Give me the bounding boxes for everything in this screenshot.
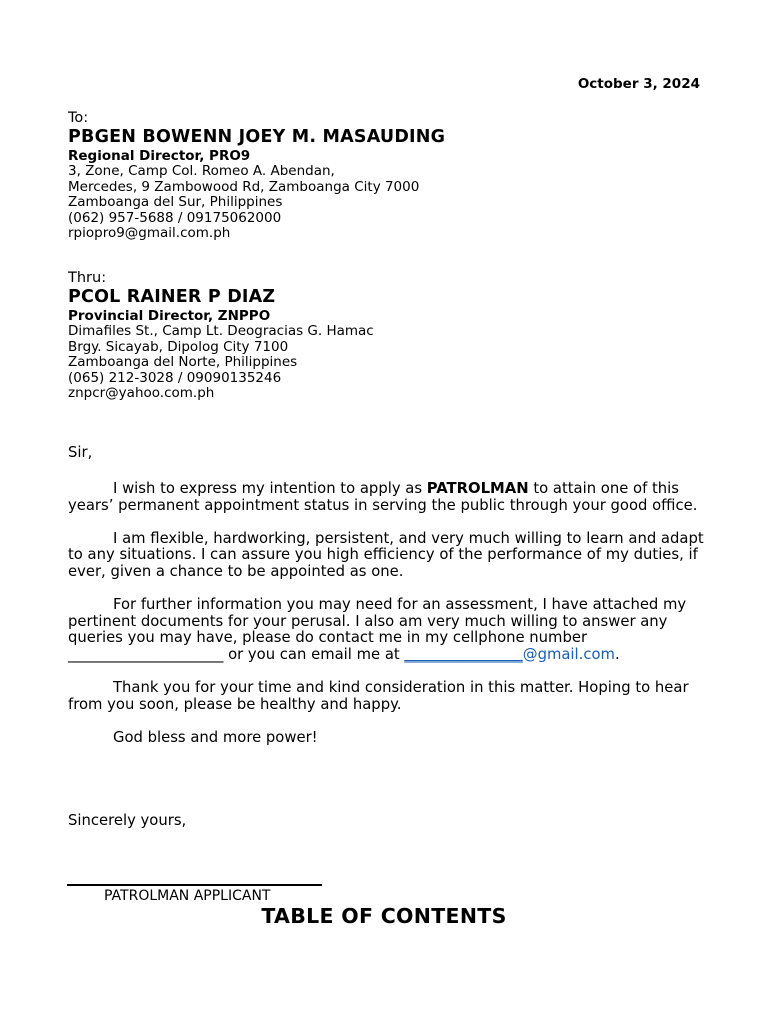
thru-title: Provincial Director, ZNPPO <box>68 308 271 324</box>
paragraph-text: For further information you may need for an assessment, I have attached my pertinent documents for your perusal. I also am very much willing to answer any queries you may have, please do contact me in my cellphone number _____________________ or you can email me at <box>68 596 687 663</box>
thru-label: Thru: <box>68 270 107 286</box>
thru-phone: (065) 212-3028 / 09090135246 <box>68 369 282 386</box>
salutation: Sir, <box>68 444 93 461</box>
table-of-contents-heading: TABLE OF CONTENTS <box>261 904 507 928</box>
closing: Sincerely yours, <box>68 812 187 829</box>
signature-label: PATROLMAN APPLICANT <box>104 888 271 904</box>
paragraph-contact <box>68 597 704 663</box>
letter-body <box>68 481 704 763</box>
recipient-address-line: 3, Zone, Camp Col. Romeo A. Abendan, <box>68 163 335 179</box>
to-label: To: <box>68 110 89 126</box>
paragraph-text: I wish to express my intention to apply as <box>113 480 427 497</box>
thru-address-line: Zamboanga del Norte, Philippines <box>68 354 298 371</box>
recipient-address-line: Zamboanga del Sur, Philippines <box>68 194 283 211</box>
email-link[interactable] <box>404 646 615 663</box>
paragraph-intent <box>68 481 704 514</box>
thru-name: PCOL RAINER P DIAZ <box>68 287 276 307</box>
recipient-address-line: Mercedes, 9 Zambowood Rd, Zamboanga City 7000 <box>68 178 420 195</box>
paragraph-blessing: God bless and more power! <box>113 728 318 746</box>
recipient-block <box>68 110 708 242</box>
recipient-title: Regional Director, PRO9 <box>68 148 251 164</box>
position-applied: PATROLMAN <box>426 480 529 497</box>
email-domain: @gmail.com <box>522 645 615 663</box>
thru-address-line: Brgy. Sicayab, Dipolog City 7100 <box>68 338 289 355</box>
signature-line <box>67 884 322 886</box>
paragraph-thanks: Thank you for your time and kind consideration in this matter. Hoping to hear from you soon, please be healthy and happy. <box>68 679 689 713</box>
recipient-email: rpiopro9@gmail.com.ph <box>68 225 231 242</box>
recipient-name: PBGEN BOWENN JOEY M. MASAUDING <box>68 127 446 147</box>
thru-block <box>68 270 708 402</box>
paragraph-qualities: I am flexible, hardworking, persistent, and very much willing to learn and adapt to any situations. I can assure you high efficiency of the performance of my duties, if ever, given a chance to be appointed as one. <box>68 529 704 580</box>
recipient-phone: (062) 957-5688 / 09175062000 <box>68 209 282 226</box>
thru-email: znpcr@yahoo.com.ph <box>68 385 215 402</box>
paragraph-text: to attain one of this years’ permanent appointment status in serving the public through your good office. <box>68 480 698 514</box>
thru-address-line: Dimafiles St., Camp Lt. Deogracias G. Hamac <box>68 323 374 339</box>
paragraph-text: . <box>614 645 620 663</box>
email-blank: ________________ <box>404 645 523 663</box>
letter-date: October 3, 2024 <box>577 76 700 92</box>
